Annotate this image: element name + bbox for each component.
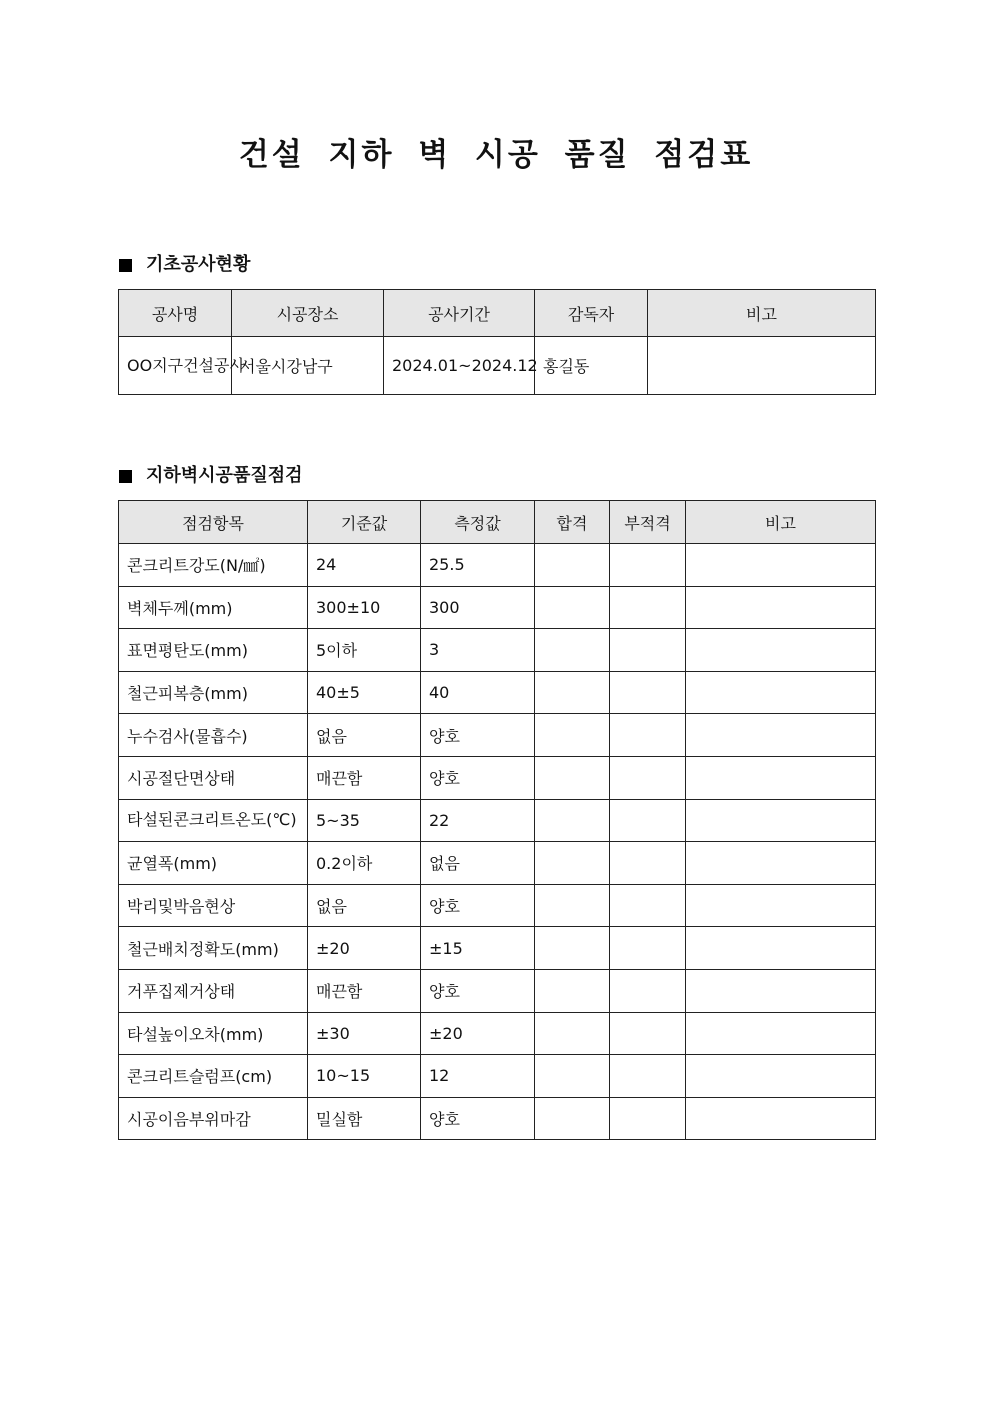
header-cell: 합격	[535, 501, 610, 544]
pass-cell	[535, 799, 610, 842]
fail-cell	[610, 884, 686, 927]
measured-value-cell: 양호	[421, 969, 535, 1012]
table-row	[119, 714, 876, 757]
inspection-item-cell: 타설된콘크리트온도(℃)	[119, 799, 308, 842]
site-location-cell: 서울시강남구	[232, 337, 384, 395]
table-row	[119, 969, 876, 1012]
fail-cell	[610, 544, 686, 587]
fail-cell	[610, 799, 686, 842]
standard-value-cell: ±30	[308, 1012, 421, 1055]
measured-value-cell: 없음	[421, 842, 535, 885]
measured-value-cell: ±15	[421, 927, 535, 970]
fail-cell	[610, 1097, 686, 1140]
header-cell: 공사기간	[384, 290, 535, 337]
standard-value-cell: 없음	[308, 884, 421, 927]
section-heading-basic-label: 기초공사현황	[146, 254, 251, 275]
remarks-cell	[686, 1012, 876, 1055]
table-row	[119, 629, 876, 672]
measured-value-cell: 양호	[421, 884, 535, 927]
standard-value-cell: 5이하	[308, 629, 421, 672]
table-row	[119, 842, 876, 885]
pass-cell	[535, 714, 610, 757]
standard-value-cell: 0.2이하	[308, 842, 421, 885]
inspection-item-cell: 타설높이오차(mm)	[119, 1012, 308, 1055]
pass-cell	[535, 629, 610, 672]
standard-value-cell: 300±10	[308, 586, 421, 629]
table-row	[119, 884, 876, 927]
standard-value-cell: 매끈함	[308, 756, 421, 799]
inspection-item-cell: 시공절단면상태	[119, 756, 308, 799]
table-row	[119, 756, 876, 799]
header-cell: 부적격	[610, 501, 686, 544]
remarks-cell	[686, 586, 876, 629]
pass-cell	[535, 969, 610, 1012]
measured-value-cell: 12	[421, 1055, 535, 1098]
pass-cell	[535, 927, 610, 970]
remarks-cell	[686, 714, 876, 757]
section-heading-quality-label: 지하벽시공품질점검	[146, 465, 303, 486]
construction-period-cell: 2024.01~2024.12	[384, 337, 535, 395]
inspection-item-cell: 철근배치정확도(mm)	[119, 927, 308, 970]
standard-value-cell: 없음	[308, 714, 421, 757]
measured-value-cell: 25.5	[421, 544, 535, 587]
standard-value-cell: 매끈함	[308, 969, 421, 1012]
standard-value-cell: 24	[308, 544, 421, 587]
pass-cell	[535, 544, 610, 587]
fail-cell	[610, 671, 686, 714]
remarks-cell	[686, 544, 876, 587]
header-cell: 기준값	[308, 501, 421, 544]
measured-value-cell: 40	[421, 671, 535, 714]
inspection-item-cell: 표면평탄도(mm)	[119, 629, 308, 672]
table-row	[119, 544, 876, 587]
fail-cell	[610, 586, 686, 629]
standard-value-cell: 밀실함	[308, 1097, 421, 1140]
table-row	[119, 927, 876, 970]
pass-cell	[535, 671, 610, 714]
pass-cell	[535, 1012, 610, 1055]
remarks-cell	[648, 337, 876, 395]
table-row	[119, 1012, 876, 1055]
fail-cell	[610, 629, 686, 672]
measured-value-cell: 22	[421, 799, 535, 842]
remarks-cell	[686, 969, 876, 1012]
pass-cell	[535, 1097, 610, 1140]
fail-cell	[610, 1012, 686, 1055]
inspection-item-cell: 누수검사(물흡수)	[119, 714, 308, 757]
inspection-item-cell: 박리및박음현상	[119, 884, 308, 927]
fail-cell	[610, 756, 686, 799]
measured-value-cell: 양호	[421, 756, 535, 799]
table-row	[119, 799, 876, 842]
remarks-cell	[686, 927, 876, 970]
pass-cell	[535, 1055, 610, 1098]
table-row	[119, 671, 876, 714]
project-name-cell: OO지구건설공사	[119, 337, 232, 395]
square-bullet-icon	[119, 259, 132, 272]
inspection-item-cell: 벽체두께(mm)	[119, 586, 308, 629]
document-title: 건설 지하 벽 시공 품질 점검표	[238, 137, 754, 173]
standard-value-cell: 5~35	[308, 799, 421, 842]
pass-cell	[535, 884, 610, 927]
fail-cell	[610, 714, 686, 757]
measured-value-cell: ±20	[421, 1012, 535, 1055]
remarks-cell	[686, 756, 876, 799]
remarks-cell	[686, 1055, 876, 1098]
fail-cell	[610, 842, 686, 885]
standard-value-cell: 40±5	[308, 671, 421, 714]
pass-cell	[535, 842, 610, 885]
pass-cell	[535, 586, 610, 629]
remarks-cell	[686, 1097, 876, 1140]
remarks-cell	[686, 884, 876, 927]
remarks-cell	[686, 671, 876, 714]
remarks-cell	[686, 799, 876, 842]
table-header-row	[119, 290, 876, 337]
fail-cell	[610, 1055, 686, 1098]
header-cell: 측정값	[421, 501, 535, 544]
inspection-item-cell: 콘크리트슬럼프(cm)	[119, 1055, 308, 1098]
square-bullet-icon	[119, 470, 132, 483]
inspection-item-cell: 균열폭(mm)	[119, 842, 308, 885]
standard-value-cell: 10~15	[308, 1055, 421, 1098]
table-row	[119, 1055, 876, 1098]
remarks-cell	[686, 629, 876, 672]
header-cell: 감독자	[535, 290, 648, 337]
measured-value-cell: 3	[421, 629, 535, 672]
table-row	[119, 586, 876, 629]
inspection-item-cell: 시공이음부위마감	[119, 1097, 308, 1140]
standard-value-cell: ±20	[308, 927, 421, 970]
measured-value-cell: 양호	[421, 714, 535, 757]
supervisor-cell: 홍길동	[535, 337, 648, 395]
basic-construction-table	[118, 289, 876, 395]
section-heading-basic	[119, 252, 250, 278]
quality-inspection-table	[118, 500, 876, 1140]
header-cell: 공사명	[119, 290, 232, 337]
fail-cell	[610, 969, 686, 1012]
header-cell: 점검항목	[119, 501, 308, 544]
table-row	[119, 337, 876, 395]
inspection-item-cell: 거푸집제거상태	[119, 969, 308, 1012]
remarks-cell	[686, 842, 876, 885]
section-heading-quality	[119, 463, 303, 489]
header-cell: 비고	[648, 290, 876, 337]
header-cell: 비고	[686, 501, 876, 544]
table-header-row	[119, 501, 876, 544]
table-row	[119, 1097, 876, 1140]
measured-value-cell: 양호	[421, 1097, 535, 1140]
measured-value-cell: 300	[421, 586, 535, 629]
fail-cell	[610, 927, 686, 970]
inspection-item-cell: 철근피복층(mm)	[119, 671, 308, 714]
pass-cell	[535, 756, 610, 799]
inspection-item-cell: 콘크리트강도(N/㎟)	[119, 544, 308, 587]
header-cell: 시공장소	[232, 290, 384, 337]
